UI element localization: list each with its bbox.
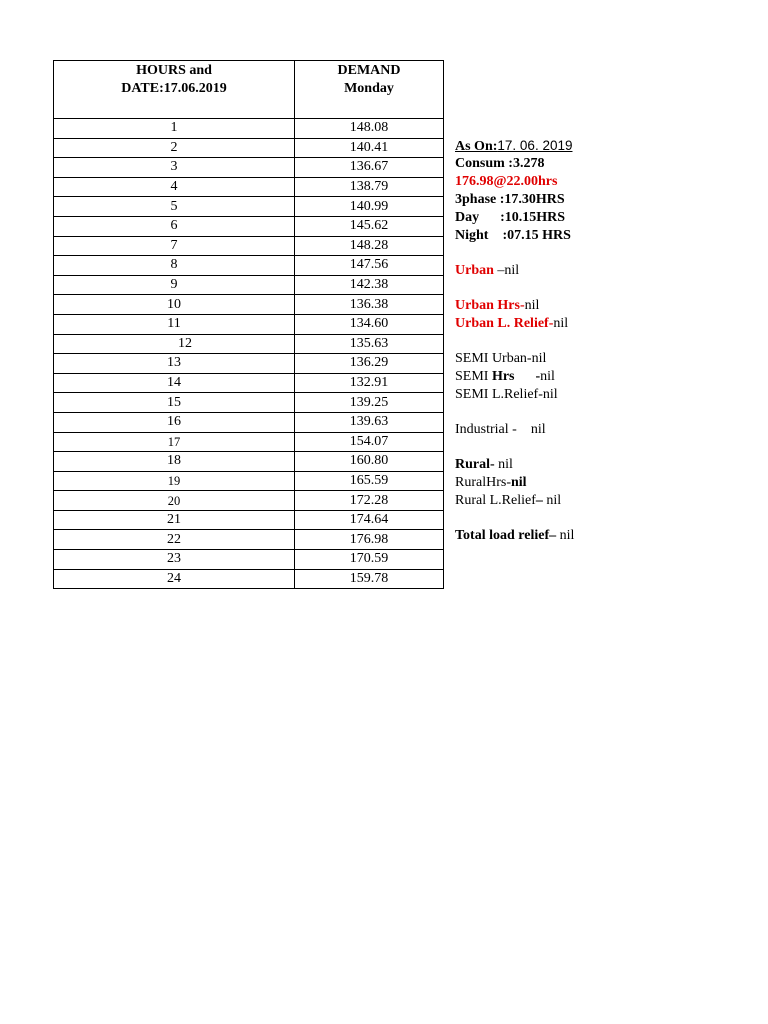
demand-header: DEMAND Monday [295, 61, 444, 119]
hours-date-header: HOURS and DATE:17.06.2019 [54, 61, 295, 119]
summary-panel [455, 137, 755, 545]
demand-cell: 160.80 [295, 452, 444, 472]
demand-cell: 147.56 [295, 256, 444, 276]
demand-cell: 132.91 [295, 373, 444, 393]
hour-cell: 12 [54, 334, 295, 354]
table-row [54, 550, 444, 570]
hour-cell: 7 [54, 236, 295, 256]
demand-rows [54, 119, 444, 589]
hour-cell: 10 [54, 295, 295, 315]
hour-cell: 14 [54, 373, 295, 393]
demand-cell: 135.63 [295, 334, 444, 354]
urban-relief-line: Urban L. Relief-nil [455, 316, 569, 331]
demand-cell: 136.38 [295, 295, 444, 315]
hour-cell: 9 [54, 275, 295, 295]
three-phase-line: 3phase :17.30HRS [455, 192, 565, 207]
demand-cell: 140.99 [295, 197, 444, 217]
demand-cell: 148.28 [295, 236, 444, 256]
rural-hrs-line: RuralHrs-nil [455, 475, 527, 490]
table-row [54, 373, 444, 393]
table-row [54, 452, 444, 472]
semi-urban-line: SEMI Urban-nil [455, 351, 547, 366]
semi-hrs-line: SEMI Hrs -nil [455, 369, 555, 384]
demand-cell: 145.62 [295, 216, 444, 236]
demand-cell: 139.63 [295, 412, 444, 432]
demand-cell: 165.59 [295, 471, 444, 491]
table-row [54, 177, 444, 197]
hour-cell: 4 [54, 177, 295, 197]
demand-cell: 174.64 [295, 510, 444, 530]
day-line: Day :10.15HRS [455, 210, 566, 225]
hour-cell: 11 [54, 314, 295, 334]
table-row [54, 236, 444, 256]
table-row [54, 119, 444, 139]
demand-cell: 154.07 [295, 432, 444, 452]
industrial-line: Industrial - nil [455, 422, 546, 437]
table-row [54, 354, 444, 374]
hour-cell: 3 [54, 158, 295, 178]
table-row [54, 197, 444, 217]
as-on-line: As On:17. 06. 2019 [455, 138, 573, 154]
hour-cell: 13 [54, 354, 295, 374]
hour-cell: 21 [54, 510, 295, 530]
hour-cell: 6 [54, 216, 295, 236]
peak-line: 176.98@22.00hrs [455, 174, 558, 189]
hour-cell: 17 [54, 432, 295, 452]
urban-hrs-line: Urban Hrs-nil [455, 298, 540, 313]
demand-cell: 172.28 [295, 491, 444, 511]
demand-cell: 134.60 [295, 314, 444, 334]
table-row [54, 412, 444, 432]
rural-line: Rural- nil [455, 457, 513, 472]
table-row [54, 432, 444, 452]
table-row [54, 334, 444, 354]
demand-cell: 136.29 [295, 354, 444, 374]
hour-cell: 18 [54, 452, 295, 472]
rural-relief-line: Rural L.Relief– nil [455, 493, 562, 508]
table-row [54, 158, 444, 178]
table-row [54, 569, 444, 589]
hour-cell: 20 [54, 491, 295, 511]
demand-cell: 140.41 [295, 138, 444, 158]
table-row [54, 256, 444, 276]
table-row [54, 314, 444, 334]
hour-cell: 5 [54, 197, 295, 217]
hour-cell: 23 [54, 550, 295, 570]
table-row [54, 138, 444, 158]
table-row [54, 510, 444, 530]
hour-cell: 22 [54, 530, 295, 550]
hour-cell: 19 [54, 471, 295, 491]
hour-cell: 16 [54, 412, 295, 432]
demand-cell: 142.38 [295, 275, 444, 295]
hour-cell: 1 [54, 119, 295, 139]
as-on-date: 17. 06. 2019 [497, 138, 573, 153]
demand-cell: 148.08 [295, 119, 444, 139]
demand-cell: 138.79 [295, 177, 444, 197]
demand-cell: 159.78 [295, 569, 444, 589]
hour-cell: 2 [54, 138, 295, 158]
night-line: Night :07.15 HRS [455, 228, 571, 243]
table-row [54, 491, 444, 511]
demand-cell: 170.59 [295, 550, 444, 570]
semi-relief-line: SEMI L.Relief-nil [455, 387, 558, 402]
table-header-row [54, 61, 444, 119]
consum-line: Consum :3.278 [455, 156, 545, 171]
hour-cell: 24 [54, 569, 295, 589]
table-row [54, 216, 444, 236]
demand-cell: 176.98 [295, 530, 444, 550]
table-row [54, 295, 444, 315]
table-row [54, 471, 444, 491]
hour-cell: 8 [54, 256, 295, 276]
table-row [54, 530, 444, 550]
demand-table [53, 60, 444, 589]
urban-line: Urban –nil [455, 263, 520, 278]
demand-cell: 136.67 [295, 158, 444, 178]
table-row [54, 393, 444, 413]
total-relief-line: Total load relief– nil [455, 528, 575, 543]
demand-cell: 139.25 [295, 393, 444, 413]
hour-cell: 15 [54, 393, 295, 413]
table-row [54, 275, 444, 295]
